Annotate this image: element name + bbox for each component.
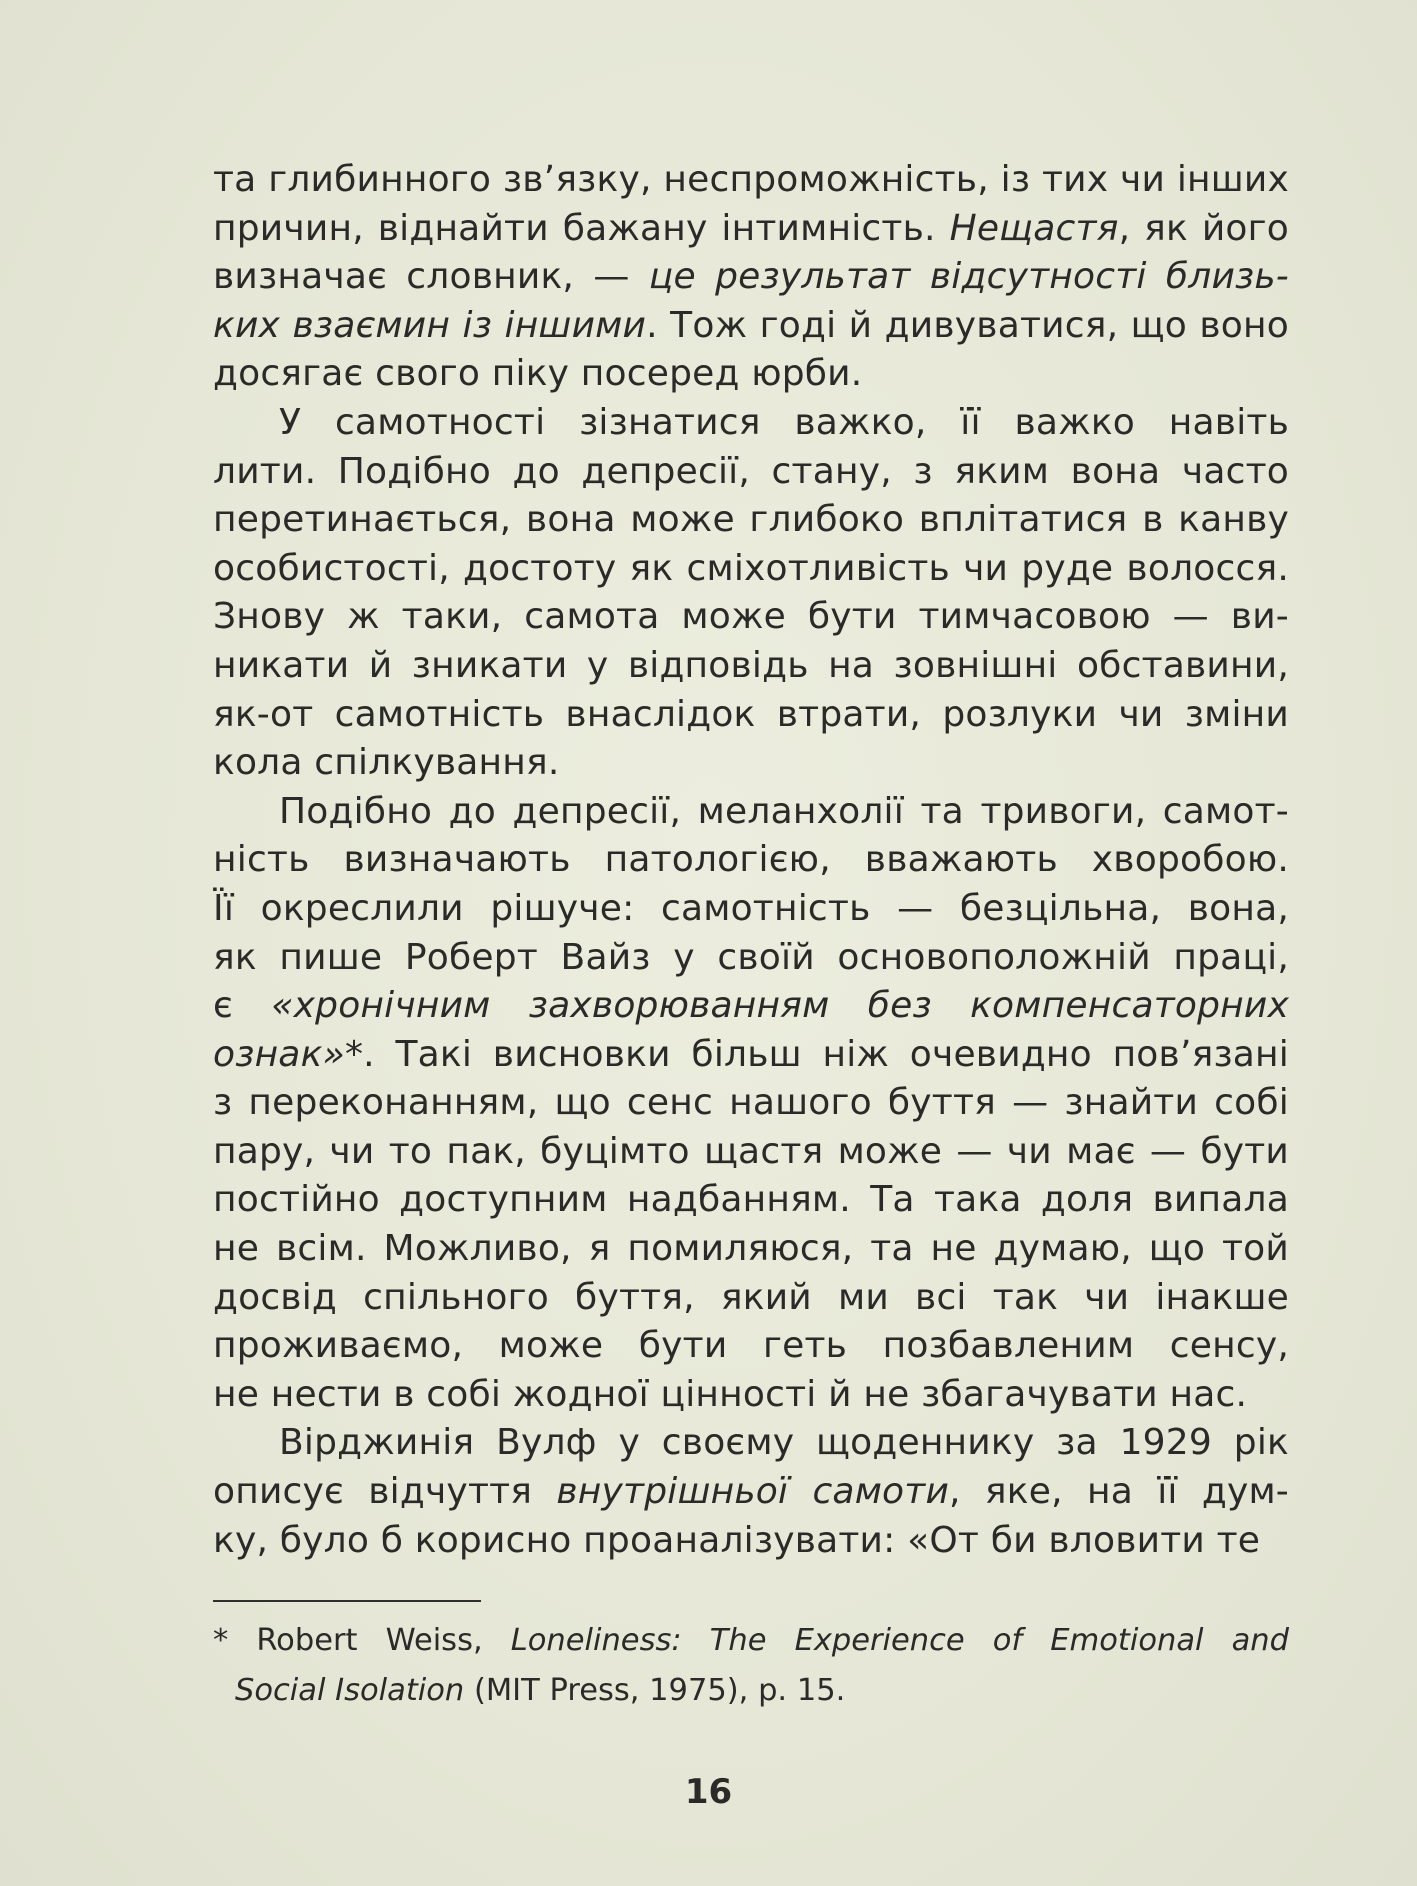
text-run: не нести в собі жодної цінності й не збагачувати нас.: [213, 1373, 1248, 1415]
text-run: перетинається, вона може глибоко вплітатися в канву: [213, 499, 1289, 541]
text-line: [213, 350, 1289, 399]
text-line: [213, 1371, 1289, 1420]
text-line: [213, 399, 1289, 448]
text-run: , яке, на її дум-: [949, 1471, 1289, 1513]
text-line: [213, 1322, 1289, 1371]
text-run: досвід спільного буття, який ми всі так чи інакше: [213, 1276, 1289, 1318]
text-line: [213, 593, 1289, 642]
paragraph: [213, 788, 1289, 1420]
text-line: [213, 156, 1289, 205]
text-line: [213, 1517, 1289, 1566]
text-run: пару, чи то пак, буцімто щастя може — чи має — бути: [213, 1130, 1289, 1172]
text-run: (MIT Press, 1975), p. 15.: [464, 1673, 846, 1708]
text-run: У самотності зізнатися важко, її важко навіть: [279, 401, 1289, 443]
text-line: [213, 642, 1289, 691]
italic-text: Нещастя: [949, 207, 1119, 249]
text-line: [213, 885, 1289, 934]
text-run: описує відчуття: [213, 1471, 557, 1513]
text-run: никати й зникати у відповідь на зовнішні обставини,: [213, 644, 1289, 686]
text-line: [213, 691, 1289, 740]
text-run: , як його: [1118, 207, 1289, 249]
text-line: [213, 1079, 1289, 1128]
text-line: [213, 205, 1289, 254]
footnote-rule: [213, 1600, 481, 1602]
italic-text: внутрішньої самоти: [556, 1471, 950, 1513]
text-run: ку, було б корисно проаналізувати: «От би вловити те: [213, 1519, 1261, 1561]
text-run: визначає словник, —: [213, 256, 649, 298]
text-run: проживаємо, може бути геть позбавленим сенсу,: [213, 1325, 1289, 1367]
text-run: з переконанням, що сенс нашого буття — знайти собі: [213, 1082, 1289, 1124]
text-line: [213, 739, 1289, 788]
text-run: та глибинного зв’язку, неспроможність, із тих чи інших: [213, 159, 1289, 200]
text-run: особистості, достоту як сміхотливість чи руде волосся.: [213, 547, 1289, 589]
text-run: досягає свого піку посеред юрби.: [213, 353, 863, 395]
italic-text: ознак»: [213, 1033, 345, 1075]
text-line: [213, 1176, 1289, 1225]
text-run: Вірджинія Вулф у своєму щоденнику за 1929 рік: [279, 1422, 1289, 1464]
text-line: [213, 982, 1289, 1031]
paragraph: [213, 399, 1289, 788]
text-run: Її окреслили рішуче: самотність — безцільна, вона,: [213, 887, 1289, 929]
text-line: [213, 496, 1289, 545]
text-run: . Тож годі й дивуватися, що воно: [646, 304, 1289, 346]
text-run: ність визначають патологією, вважають хворобою.: [213, 839, 1289, 881]
text-line: [213, 302, 1289, 351]
text-line: [213, 1274, 1289, 1323]
text-run: Подібно до депресії, меланхолії та тривоги, самот-: [279, 790, 1289, 832]
text-line: [213, 1468, 1289, 1517]
text-run: лити. Подібно до депресії, стану, з яким вона часто: [213, 450, 1289, 492]
text-run: причин, віднайти бажану інтимність.: [213, 207, 950, 249]
footnote-line: [213, 1616, 1289, 1666]
italic-text: ких взаємин із іншими: [213, 304, 647, 346]
text-line: [213, 788, 1289, 837]
text-run: постійно доступним надбанням. Та така доля випала: [213, 1179, 1289, 1221]
text-run: як-от самотність внаслідок втрати, розлуки чи зміни: [213, 693, 1289, 735]
footnote-line: [213, 1666, 1289, 1716]
text-run: не всім. Можливо, я помиляюся, та не думаю, що той: [213, 1228, 1289, 1270]
text-line: [213, 1128, 1289, 1177]
text-run: *. Такі висновки більш ніж очевидно пов’язані: [344, 1033, 1289, 1075]
text-run: є: [213, 985, 272, 1027]
paragraph: [213, 156, 1289, 399]
footnote: [213, 1616, 1289, 1716]
text-run: Знову ж таки, самота може бути тимчасовою — ви-: [213, 596, 1289, 638]
text-line: [213, 545, 1289, 594]
text-line: [213, 1419, 1289, 1468]
italic-text: це результат відсутності близь-: [648, 256, 1289, 298]
italic-text: Loneliness: The Experience of Emotional and: [510, 1623, 1289, 1658]
text-line: [213, 448, 1289, 497]
text-run: * Robert Weiss,: [213, 1623, 511, 1658]
text-line: [213, 836, 1289, 885]
italic-text: Social Isolation: [235, 1673, 465, 1708]
page-number: 16: [684, 1772, 733, 1812]
italic-text: «хронічним захворюванням без компенсаторних: [271, 985, 1289, 1027]
text-line: [213, 1225, 1289, 1274]
text-run: кола спілкування.: [213, 742, 560, 784]
text-line: [213, 253, 1289, 302]
text-line: [213, 1031, 1289, 1080]
text-line: [213, 934, 1289, 983]
paragraph: [213, 1419, 1289, 1565]
body-text: [213, 156, 1289, 1565]
text-run: як пише Роберт Вайз у своїй основоположній праці,: [213, 936, 1289, 978]
